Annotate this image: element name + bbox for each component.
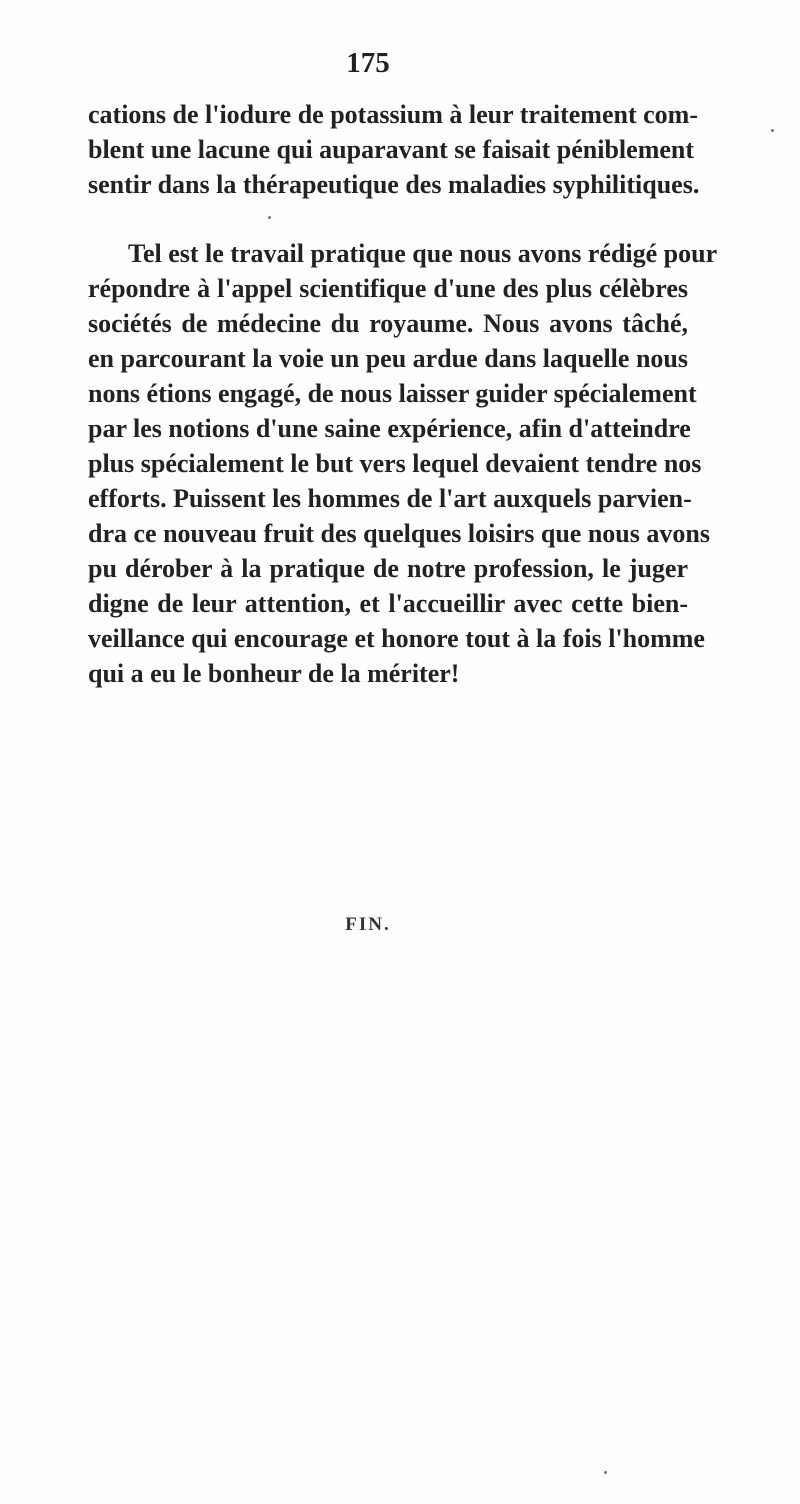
text-line: par les notions d'une saine expérience, afin d'atteindre bbox=[88, 414, 691, 443]
text-line: répondre à l'appel scientifique d'une des plus célèbres bbox=[88, 274, 688, 303]
end-mark: FIN. bbox=[345, 914, 391, 935]
text-line: sentir dans la thérapeutique des maladies syphilitiques. bbox=[88, 170, 700, 199]
text-line: pu dérober à la pratique de notre profession, le juger bbox=[88, 554, 688, 583]
ink-speck bbox=[604, 1471, 607, 1474]
paragraph-continued bbox=[88, 97, 700, 202]
text-line: Tel est le travail pratique que nous avons rédigé pour bbox=[128, 239, 718, 268]
ink-speck bbox=[268, 216, 271, 219]
page-number: 175 bbox=[346, 47, 390, 79]
text-line: en parcourant la voie un peu ardue dans laquelle nous bbox=[88, 344, 688, 373]
text-line: sociétés de médecine du royaume. Nous avons tâché, bbox=[88, 309, 688, 338]
text-line: veillance qui encourage et honore tout à la fois l'homme bbox=[88, 624, 705, 653]
text-line: cations de l'iodure de potassium à leur traitement com- bbox=[88, 100, 698, 129]
ink-speck bbox=[771, 129, 774, 132]
text-line: plus spécialement le but vers lequel devaient tendre nos bbox=[88, 449, 702, 478]
text-line: qui a eu le bonheur de la mériter! bbox=[88, 659, 460, 688]
text-line: digne de leur attention, et l'accueillir avec cette bien- bbox=[88, 589, 688, 618]
text-line: blent une lacune qui auparavant se faisait péniblement bbox=[88, 135, 695, 164]
paragraph-final bbox=[88, 236, 718, 691]
text-line: dra ce nouveau fruit des quelques loisirs que nous avons bbox=[88, 519, 710, 548]
text-line: efforts. Puissent les hommes de l'art auxquels parvien- bbox=[88, 484, 692, 513]
text-line: nons étions engagé, de nous laisser guider spécialement bbox=[88, 379, 697, 408]
